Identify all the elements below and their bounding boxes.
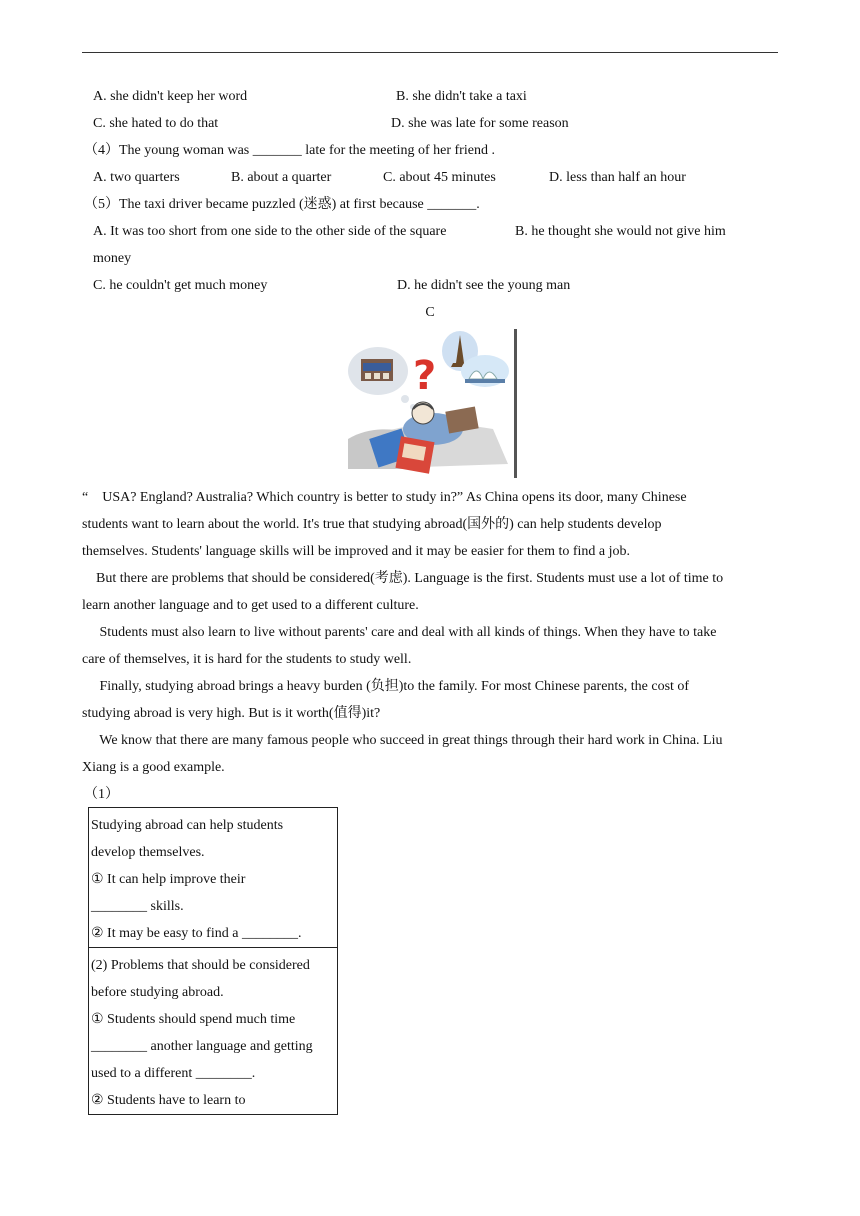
table-line: (2) Problems that should be considered — [91, 958, 310, 973]
table-line: ① Students should spend much time — [91, 1012, 296, 1027]
q4-option-b: B. about a quarter — [231, 170, 332, 185]
table-line: ________ skills. — [91, 899, 184, 914]
q3-option-a: A. she didn't keep her word — [93, 89, 248, 104]
q5-option-a: A. It was too short from one side to the other side of the square — [93, 224, 447, 239]
passage-c-p1-line1: “ USA? England? Australia? Which country is better to study in?” As China opens its door, many Chinese — [82, 490, 687, 505]
table-line: ________ another language and getting — [91, 1039, 313, 1054]
q4-stem: （4）The young woman was _______ late for the meeting of her friend . — [84, 143, 495, 158]
q5-option-b: B. he thought she would not give him — [515, 224, 726, 239]
q5-option-c: C. he couldn't get much money — [93, 278, 268, 293]
passage-c-p4-line1: Finally, studying abroad brings a heavy burden (负担)to the family. For most Chinese parents, the cost of — [82, 679, 690, 694]
q5-option-b-continued: money — [93, 251, 132, 266]
passage-c-p2-line2: learn another language and to get used to a different culture. — [82, 598, 419, 613]
header-rule — [82, 52, 778, 53]
table-line: Studying abroad can help students — [91, 818, 284, 833]
table-line: develop themselves. — [91, 845, 205, 860]
svg-text:?: ? — [413, 353, 437, 399]
q3-option-b: B. she didn't take a taxi — [396, 89, 527, 104]
q5-option-d: D. he didn't see the young man — [397, 278, 571, 293]
task-1-table — [88, 807, 338, 1115]
passage-c-p3-line1: Students must also learn to live without parents' care and deal with all kinds of things. When they have to take — [82, 625, 717, 640]
table-line: ② Students have to learn to — [91, 1093, 246, 1108]
student-abroad-question-illustration-icon — [343, 329, 518, 478]
table-line: ① It can help improve their — [91, 872, 246, 887]
passage-c-p1-line3: themselves. Students' language skills will be improved and it may be easier for them to find a job. — [82, 544, 631, 559]
table-line: before studying abroad. — [91, 985, 224, 1000]
task-table-cell-2 — [89, 948, 337, 1114]
section-c-label: C — [425, 305, 435, 320]
q3-option-c: C. she hated to do that — [93, 116, 219, 131]
passage-c-p3-line2: care of themselves, it is hard for the students to study well. — [82, 652, 412, 667]
q3-option-d: D. she was late for some reason — [391, 116, 569, 131]
table-line: used to a different ________. — [91, 1066, 256, 1081]
passage-c-p2-line1: But there are problems that should be considered(考虑). Language is the first. Students must use a lot of time to — [82, 571, 724, 586]
passage-c-p4-line2: studying abroad is very high. But is it worth(值得)it? — [82, 706, 381, 721]
q4-option-c: C. about 45 minutes — [383, 170, 496, 185]
passage-c-p1-line2: students want to learn about the world. It's true that studying abroad(国外的) can help students develop — [82, 517, 662, 532]
passage-c-p5-line2: Xiang is a good example. — [82, 760, 225, 775]
q5-stem: （5）The taxi driver became puzzled (迷惑) at first because _______. — [84, 197, 480, 212]
task-1-label: （1） — [84, 787, 119, 802]
passage-c-p5-line1: We know that there are many famous people who succeed in great things through their hard work in China. Liu — [82, 733, 723, 748]
table-line: ② It may be easy to find a ________. — [91, 926, 302, 941]
q4-option-d: D. less than half an hour — [549, 170, 686, 185]
task-table-cell-1 — [89, 808, 337, 948]
q4-option-a: A. two quarters — [93, 170, 180, 185]
